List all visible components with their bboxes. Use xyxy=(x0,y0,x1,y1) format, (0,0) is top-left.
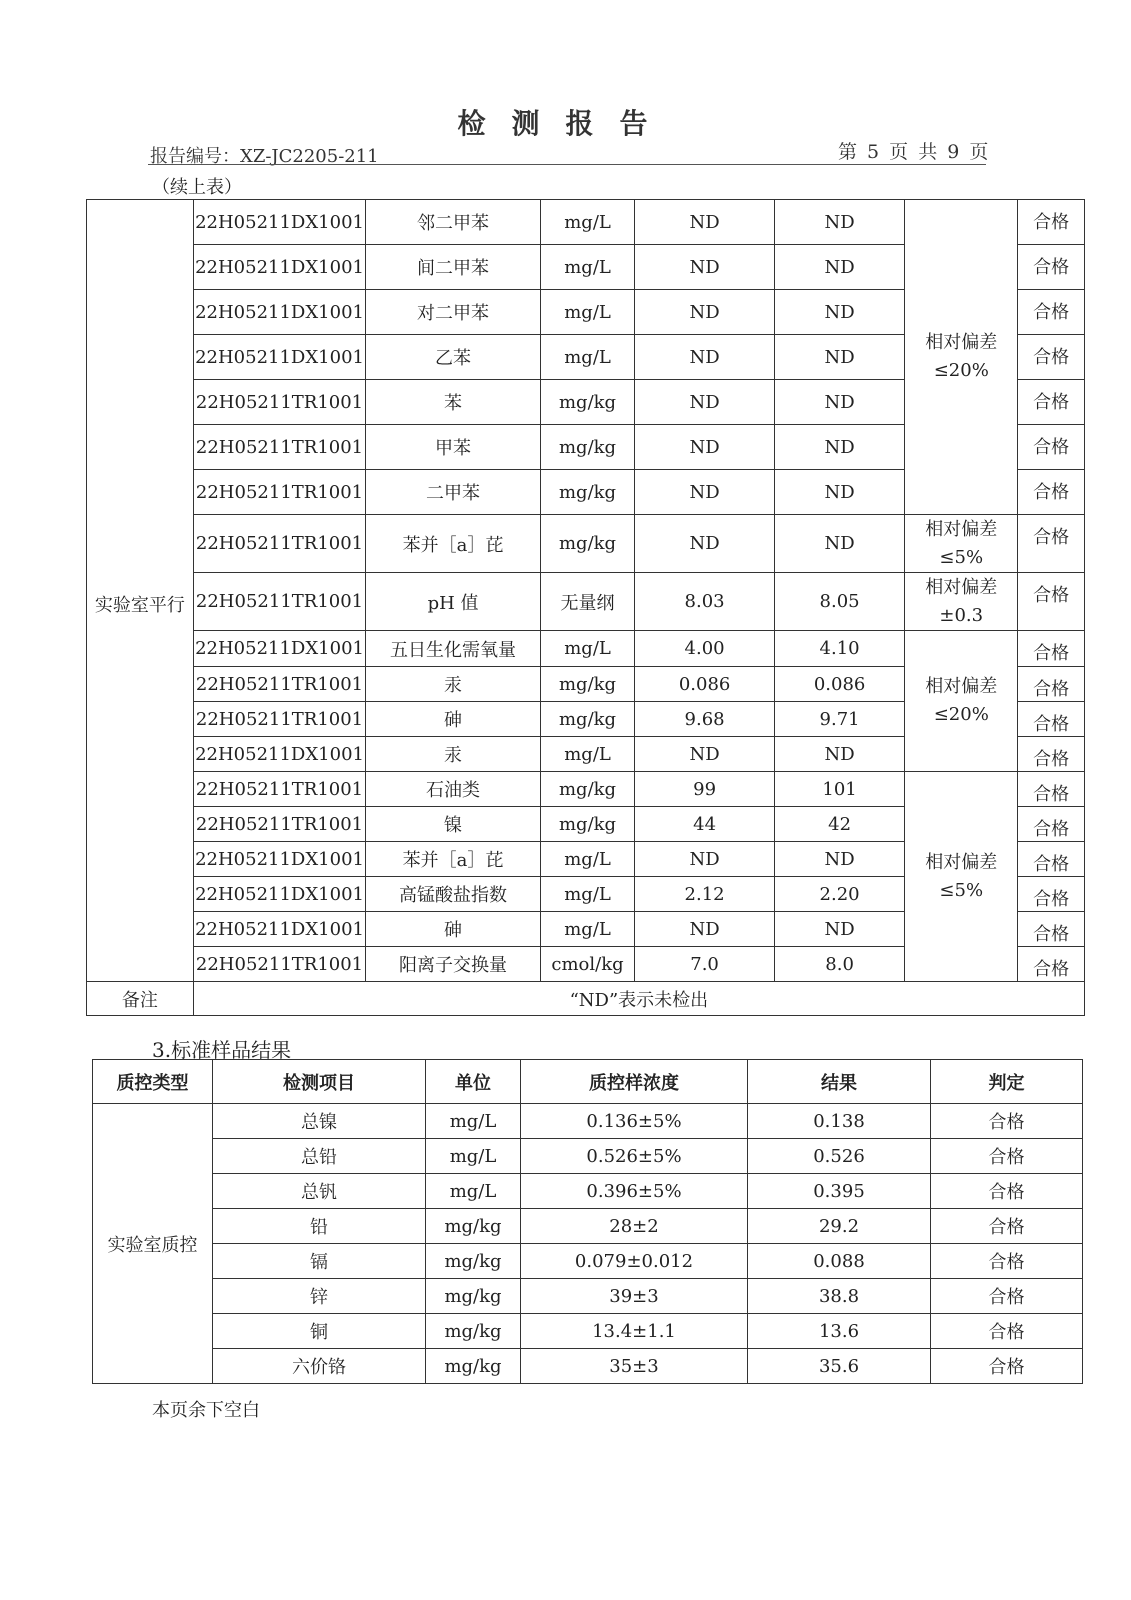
unit: mg/L xyxy=(540,877,634,912)
parallel-table xyxy=(86,199,1085,1016)
value-1: 0.086 xyxy=(635,667,775,702)
sample-id: 22H05211TR1001 xyxy=(193,667,365,702)
table-row xyxy=(93,1104,1083,1139)
sample-id: 22H05211DX1001 xyxy=(193,912,365,947)
column-header: 质控样浓度 xyxy=(521,1060,748,1104)
judgement: 合格 xyxy=(931,1314,1083,1349)
remark-label: 备注 xyxy=(87,982,194,1016)
sample-id: 22H05211TR1001 xyxy=(193,380,365,425)
unit: mg/kg xyxy=(426,1279,521,1314)
value-1: 8.03 xyxy=(635,573,775,631)
sample-id: 22H05211DX1001 xyxy=(193,245,365,290)
judgement: 合格 xyxy=(1018,772,1085,807)
qc-concentration: 0.136±5% xyxy=(521,1104,748,1139)
test-item: 甲苯 xyxy=(366,425,541,470)
test-item: 铅 xyxy=(213,1209,426,1244)
unit: mg/L xyxy=(540,200,634,245)
result: 0.395 xyxy=(748,1174,931,1209)
test-item: 邻二甲苯 xyxy=(366,200,541,245)
blank-remainder-note: 本页余下空白 xyxy=(152,1400,260,1421)
value-1: ND xyxy=(635,912,775,947)
report-number: 报告编号：XZ-JC2205-211 xyxy=(150,146,379,167)
remark-row xyxy=(87,982,1085,1016)
test-item: 五日生化需氧量 xyxy=(366,631,541,667)
value-1: ND xyxy=(635,425,775,470)
sample-id: 22H05211TR1001 xyxy=(193,425,365,470)
result: 35.6 xyxy=(748,1349,931,1384)
unit: mg/L xyxy=(540,335,634,380)
judgement: 合格 xyxy=(1018,573,1085,631)
table-row xyxy=(87,573,1085,631)
test-item: 高锰酸盐指数 xyxy=(366,877,541,912)
test-item: 对二甲苯 xyxy=(366,290,541,335)
value-1: ND xyxy=(635,842,775,877)
column-header: 质控类型 xyxy=(93,1060,213,1104)
unit: mg/kg xyxy=(426,1314,521,1349)
value-1: ND xyxy=(635,200,775,245)
unit: mg/L xyxy=(426,1174,521,1209)
unit: mg/kg xyxy=(426,1349,521,1384)
value-2: ND xyxy=(774,200,904,245)
sample-id: 22H05211TR1001 xyxy=(193,573,365,631)
column-header: 判定 xyxy=(931,1060,1083,1104)
unit: mg/L xyxy=(540,290,634,335)
test-item: 镍 xyxy=(366,807,541,842)
value-2: ND xyxy=(774,245,904,290)
sample-id: 22H05211TR1001 xyxy=(193,515,365,573)
value-1: ND xyxy=(635,335,775,380)
column-header: 检测项目 xyxy=(213,1060,426,1104)
sample-id: 22H05211DX1001 xyxy=(193,200,365,245)
value-1: ND xyxy=(635,290,775,335)
qc-concentration: 0.079±0.012 xyxy=(521,1244,748,1279)
test-item: 镉 xyxy=(213,1244,426,1279)
test-item: pH 值 xyxy=(366,573,541,631)
test-item: 总铅 xyxy=(213,1139,426,1174)
test-item: 阳离子交换量 xyxy=(366,947,541,982)
value-1: ND xyxy=(635,380,775,425)
table-row xyxy=(87,772,1085,807)
value-1: ND xyxy=(635,470,775,515)
qc-concentration: 0.396±5% xyxy=(521,1174,748,1209)
judgement: 合格 xyxy=(931,1139,1083,1174)
sample-id: 22H05211TR1001 xyxy=(193,772,365,807)
test-item: 汞 xyxy=(366,667,541,702)
sample-id: 22H05211TR1001 xyxy=(193,947,365,982)
table-row xyxy=(87,515,1085,573)
result: 29.2 xyxy=(748,1209,931,1244)
value-2: ND xyxy=(774,425,904,470)
value-2: ND xyxy=(774,380,904,425)
column-header: 结果 xyxy=(748,1060,931,1104)
page-indicator: 第 5 页 共 9 页 xyxy=(838,141,991,163)
unit: mg/L xyxy=(540,842,634,877)
judgement: 合格 xyxy=(931,1174,1083,1209)
table-row xyxy=(93,1209,1083,1244)
unit: mg/kg xyxy=(540,470,634,515)
unit: mg/L xyxy=(426,1104,521,1139)
test-item: 砷 xyxy=(366,912,541,947)
judgement: 合格 xyxy=(1018,425,1085,470)
sample-id: 22H05211DX1001 xyxy=(193,335,365,380)
result: 0.526 xyxy=(748,1139,931,1174)
judgement: 合格 xyxy=(931,1244,1083,1279)
test-item: 总镍 xyxy=(213,1104,426,1139)
test-item: 二甲苯 xyxy=(366,470,541,515)
unit: mg/L xyxy=(540,245,634,290)
value-2: 9.71 xyxy=(774,702,904,737)
sample-id: 22H05211DX1001 xyxy=(193,737,365,772)
result: 0.138 xyxy=(748,1104,931,1139)
unit: mg/kg xyxy=(426,1209,521,1244)
test-item: 砷 xyxy=(366,702,541,737)
judgement: 合格 xyxy=(1018,842,1085,877)
test-item: 苯并［a］芘 xyxy=(366,842,541,877)
value-1: ND xyxy=(635,737,775,772)
value-1: 7.0 xyxy=(635,947,775,982)
sample-id: 22H05211TR1001 xyxy=(193,807,365,842)
remark-text: “ND”表示未检出 xyxy=(193,982,1084,1016)
value-2: 2.20 xyxy=(774,877,904,912)
value-2: ND xyxy=(774,335,904,380)
qc-concentration: 39±3 xyxy=(521,1279,748,1314)
value-2: 42 xyxy=(774,807,904,842)
judgement: 合格 xyxy=(1018,245,1085,290)
sample-id: 22H05211DX1001 xyxy=(193,877,365,912)
unit: mg/kg xyxy=(540,380,634,425)
value-2: 4.10 xyxy=(774,631,904,667)
value-2: ND xyxy=(774,290,904,335)
unit: mg/L xyxy=(426,1139,521,1174)
table-row xyxy=(93,1314,1083,1349)
table-row xyxy=(87,200,1085,245)
criterion: 相对偏差 ≤20% xyxy=(905,200,1018,515)
test-item: 间二甲苯 xyxy=(366,245,541,290)
test-item: 苯并［a］芘 xyxy=(366,515,541,573)
standard-table xyxy=(92,1059,1083,1384)
judgement: 合格 xyxy=(1018,380,1085,425)
test-item: 石油类 xyxy=(366,772,541,807)
unit: mg/L xyxy=(540,737,634,772)
qc-concentration: 13.4±1.1 xyxy=(521,1314,748,1349)
column-header: 单位 xyxy=(426,1060,521,1104)
table-row xyxy=(87,631,1085,667)
value-1: 9.68 xyxy=(635,702,775,737)
value-1: ND xyxy=(635,245,775,290)
judgement: 合格 xyxy=(1018,737,1085,772)
judgement: 合格 xyxy=(931,1104,1083,1139)
judgement: 合格 xyxy=(931,1209,1083,1244)
test-item: 汞 xyxy=(366,737,541,772)
value-2: ND xyxy=(774,912,904,947)
table-row xyxy=(93,1174,1083,1209)
unit: mg/kg xyxy=(540,702,634,737)
sample-id: 22H05211TR1001 xyxy=(193,470,365,515)
criterion: 相对偏差 ≤5% xyxy=(905,515,1018,573)
judgement: 合格 xyxy=(1018,335,1085,380)
judgement: 合格 xyxy=(1018,667,1085,702)
unit: mg/kg xyxy=(540,515,634,573)
judgement: 合格 xyxy=(931,1279,1083,1314)
unit: mg/kg xyxy=(540,772,634,807)
report-title: 检测报告 xyxy=(457,107,674,140)
header-divider xyxy=(148,164,986,165)
unit: mg/L xyxy=(540,631,634,667)
table-row xyxy=(93,1279,1083,1314)
qc-concentration: 0.526±5% xyxy=(521,1139,748,1174)
value-2: 8.0 xyxy=(774,947,904,982)
value-2: 101 xyxy=(774,772,904,807)
criterion: 相对偏差 ≤5% xyxy=(905,772,1018,982)
unit: 无量纲 xyxy=(540,573,634,631)
test-item: 铜 xyxy=(213,1314,426,1349)
judgement: 合格 xyxy=(1018,877,1085,912)
judgement: 合格 xyxy=(1018,947,1085,982)
judgement: 合格 xyxy=(931,1349,1083,1384)
test-item: 乙苯 xyxy=(366,335,541,380)
judgement: 合格 xyxy=(1018,702,1085,737)
table-row xyxy=(93,1349,1083,1384)
result: 0.088 xyxy=(748,1244,931,1279)
qc-category: 实验室质控 xyxy=(93,1104,213,1384)
judgement: 合格 xyxy=(1018,290,1085,335)
unit: mg/L xyxy=(540,912,634,947)
qc-concentration: 35±3 xyxy=(521,1349,748,1384)
unit: mg/kg xyxy=(426,1244,521,1279)
value-2: ND xyxy=(774,515,904,573)
value-1: ND xyxy=(635,515,775,573)
value-2: ND xyxy=(774,470,904,515)
test-item: 苯 xyxy=(366,380,541,425)
result: 13.6 xyxy=(748,1314,931,1349)
unit: cmol/kg xyxy=(540,947,634,982)
judgement: 合格 xyxy=(1018,631,1085,667)
test-item: 锌 xyxy=(213,1279,426,1314)
value-2: 8.05 xyxy=(774,573,904,631)
header-row xyxy=(93,1060,1083,1104)
judgement: 合格 xyxy=(1018,807,1085,842)
value-2: ND xyxy=(774,842,904,877)
value-1: 44 xyxy=(635,807,775,842)
qc-concentration: 28±2 xyxy=(521,1209,748,1244)
value-1: 99 xyxy=(635,772,775,807)
value-2: ND xyxy=(774,737,904,772)
value-2: 0.086 xyxy=(774,667,904,702)
unit: mg/kg xyxy=(540,807,634,842)
sample-id: 22H05211DX1001 xyxy=(193,290,365,335)
table-row xyxy=(93,1244,1083,1279)
table-row xyxy=(93,1139,1083,1174)
judgement: 合格 xyxy=(1018,912,1085,947)
continued-label: （续上表） xyxy=(152,177,242,198)
section-title-standard: 3.标准样品结果 xyxy=(152,1038,292,1062)
criterion: 相对偏差 ±0.3 xyxy=(905,573,1018,631)
unit: mg/kg xyxy=(540,425,634,470)
value-1: 4.00 xyxy=(635,631,775,667)
judgement: 合格 xyxy=(1018,515,1085,573)
result: 38.8 xyxy=(748,1279,931,1314)
sample-id: 22H05211DX1001 xyxy=(193,842,365,877)
judgement: 合格 xyxy=(1018,200,1085,245)
unit: mg/kg xyxy=(540,667,634,702)
qc-category: 实验室平行 xyxy=(87,200,194,982)
judgement: 合格 xyxy=(1018,470,1085,515)
test-item: 总钒 xyxy=(213,1174,426,1209)
sample-id: 22H05211TR1001 xyxy=(193,702,365,737)
sample-id: 22H05211DX1001 xyxy=(193,631,365,667)
value-1: 2.12 xyxy=(635,877,775,912)
test-item: 六价铬 xyxy=(213,1349,426,1384)
criterion: 相对偏差 ≤20% xyxy=(905,631,1018,772)
